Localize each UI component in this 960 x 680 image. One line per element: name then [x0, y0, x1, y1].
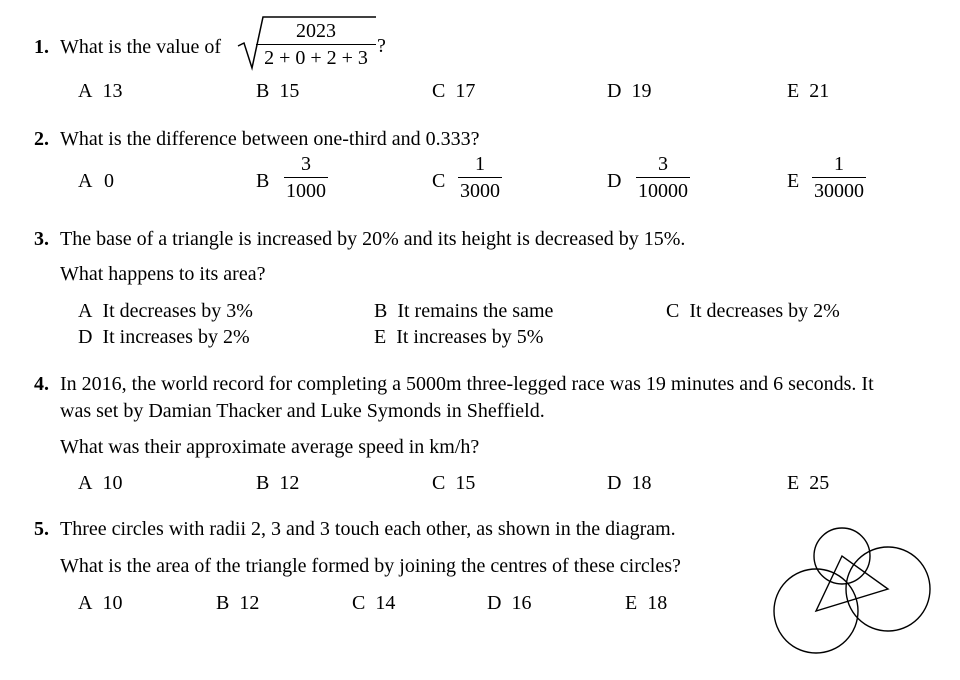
- option-d[interactable]: D 18: [607, 472, 652, 494]
- option-fraction: [808, 154, 870, 201]
- option-fraction: [632, 154, 694, 201]
- question-number: 3.: [34, 228, 49, 250]
- question-text: What is the difference between one-third and 0.333?: [60, 128, 480, 150]
- question-prompt: What was their approximate average speed in km/h?: [60, 436, 480, 458]
- fraction-numerator: 3: [658, 153, 668, 175]
- question-text-line-1: In 2016, the world record for completing a 5000m three-legged race was 19 minutes and 6 seconds. It: [60, 373, 874, 395]
- option-c[interactable]: C 15: [432, 472, 476, 494]
- option-c[interactable]: C It decreases by 2%: [666, 300, 840, 322]
- option-d[interactable]: D 16: [487, 592, 532, 614]
- option-letter: C: [432, 170, 446, 192]
- fraction-numerator: 1: [834, 153, 844, 175]
- option-a[interactable]: A 10: [78, 592, 123, 614]
- option-c[interactable]: C 14: [352, 592, 396, 614]
- fraction-numerator: 2023: [296, 20, 336, 42]
- option-e[interactable]: E 18: [625, 592, 668, 614]
- option-fraction: [454, 154, 506, 201]
- option-fraction: [280, 154, 332, 201]
- option-e[interactable]: E 21: [787, 80, 830, 102]
- fraction-denominator: 30000: [812, 177, 866, 201]
- fraction-numerator: 3: [301, 153, 311, 175]
- option-e[interactable]: E It increases by 5%: [374, 326, 544, 348]
- question-number: 1.: [34, 36, 49, 58]
- question-text: Three circles with radii 2, 3 and 3 touch each other, as shown in the diagram.: [60, 518, 676, 540]
- option-a[interactable]: A It decreases by 3%: [78, 300, 253, 322]
- question-number: 4.: [34, 373, 49, 395]
- question-text-line-2: was set by Damian Thacker and Luke Symonds in Sheffield.: [60, 400, 545, 422]
- option-letter: A: [78, 170, 93, 192]
- option-b[interactable]: B 12: [256, 472, 300, 494]
- option-letter: B: [256, 170, 270, 192]
- fraction-denominator: 3000: [458, 177, 502, 201]
- question-text: The base of a triangle is increased by 20% and its height is decreased by 15%.: [60, 228, 686, 250]
- option-value: 0: [104, 170, 114, 192]
- question-number: 5.: [34, 518, 49, 540]
- fraction-numerator: 1: [475, 153, 485, 175]
- question-prompt: What happens to its area?: [60, 263, 266, 285]
- option-d[interactable]: D It increases by 2%: [78, 326, 250, 348]
- option-e[interactable]: E 25: [787, 472, 830, 494]
- option-letter: D: [607, 170, 622, 192]
- option-a[interactable]: A 13: [78, 80, 123, 102]
- sqrt-fraction: [256, 21, 376, 68]
- question-number: 2.: [34, 128, 49, 150]
- question-mark: ?: [377, 35, 386, 57]
- fraction-denominator: 10000: [636, 177, 690, 201]
- circles-diagram: [760, 520, 940, 670]
- option-c[interactable]: C 17: [432, 80, 476, 102]
- question-text: What is the value of: [60, 36, 222, 58]
- option-letter: E: [787, 170, 800, 192]
- option-b[interactable]: B It remains the same: [374, 300, 554, 322]
- centres-triangle: [816, 556, 888, 611]
- option-b[interactable]: B 12: [216, 592, 260, 614]
- option-a[interactable]: A 10: [78, 472, 123, 494]
- question-prompt: What is the area of the triangle formed by joining the centres of these circles?: [60, 555, 681, 577]
- fraction-denominator: 1000: [284, 177, 328, 201]
- option-d[interactable]: D 19: [607, 80, 652, 102]
- option-b[interactable]: B 15: [256, 80, 300, 102]
- fraction-denominator: 2 + 0 + 2 + 3: [256, 44, 376, 68]
